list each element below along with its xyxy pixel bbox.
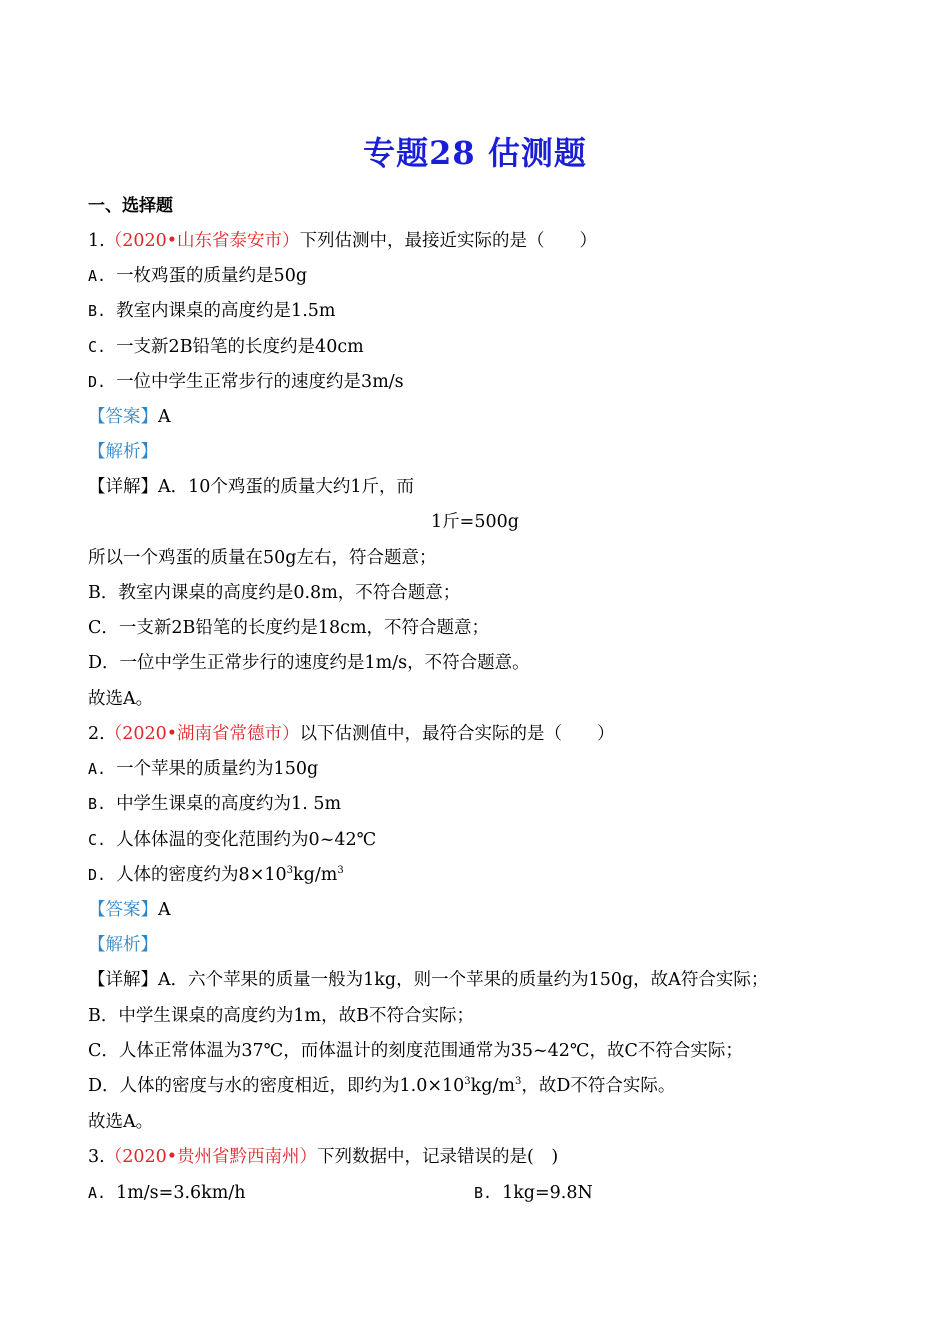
- option-letter: D.: [88, 866, 107, 884]
- detail-tag: 【详解】: [88, 970, 158, 990]
- detail-text: A．六个苹果的质量一般为1kg，则一个苹果的质量约为150g，故A符合实际；: [158, 970, 769, 990]
- superscript: 3: [286, 865, 294, 877]
- option-letter: B.: [88, 302, 107, 320]
- q1-detail-line: C．一支新2B铅笔的长度约是18cm，不符合题意；: [88, 618, 490, 638]
- option-letter: A.: [88, 760, 107, 778]
- question-source: （2020•贵州省黔西南州）: [104, 1147, 318, 1167]
- option-text: 一支新2B铅笔的长度约是40cm: [116, 337, 364, 357]
- option-letter: A.: [88, 1184, 107, 1202]
- q1-option-a: [88, 264, 307, 288]
- option-letter: B.: [88, 795, 107, 813]
- option-text: 教室内课桌的高度约是1.5m: [116, 301, 336, 321]
- question-text: 以下估测值中，最符合实际的是（ ）: [299, 724, 615, 744]
- q1-detail-line: 所以一个鸡蛋的质量在50g左右，符合题意；: [88, 548, 437, 568]
- answer-value: A: [158, 900, 171, 920]
- answer-value: A: [158, 407, 171, 427]
- question-text: 下列估测中，最接近实际的是（ ）: [299, 231, 598, 251]
- question-source: （2020•山东省泰安市）: [104, 231, 300, 251]
- question-number: 3.: [88, 1147, 105, 1167]
- superscript: 3: [337, 865, 344, 877]
- page-title: 专题28 估测题: [363, 134, 587, 172]
- q1-detail-line: D．一位中学生正常步行的速度约是1m/s，不符合题意。: [88, 653, 530, 673]
- detail-unit: kg/m: [470, 1076, 515, 1096]
- q2-option-c: [88, 828, 376, 852]
- q1-formula: 1斤=500g: [431, 512, 519, 532]
- superscript: 3: [514, 1076, 522, 1088]
- option-text: 人体体温的变化范围约为0~42℃: [116, 830, 377, 850]
- q2-conclusion: 故选A。: [88, 1112, 154, 1132]
- q2-detail-d: [88, 1074, 675, 1098]
- option-letter: A.: [88, 267, 107, 285]
- detail-text: D．人体的密度与水的密度相近，即约为1.0×10: [88, 1076, 465, 1096]
- q2-analysis-tag: 【解析】: [88, 935, 158, 955]
- option-text: 一位中学生正常步行的速度约是3m/s: [116, 372, 404, 392]
- option-text: 一个苹果的质量约为150g: [116, 759, 319, 779]
- detail-text-end: ，故D不符合实际。: [521, 1076, 676, 1096]
- q1-analysis-tag: 【解析】: [88, 442, 158, 462]
- option-letter: C.: [88, 831, 107, 849]
- q2-detail-first: [88, 968, 768, 992]
- question-3-stem: [88, 1145, 558, 1169]
- option-text: 一枚鸡蛋的质量约是50g: [116, 266, 308, 286]
- q1-option-c: [88, 335, 364, 359]
- option-text: 中学生课桌的高度约为1. 5m: [116, 794, 342, 814]
- q2-detail-line: B．中学生课桌的高度约为1m，故B不符合实际；: [88, 1006, 474, 1026]
- q2-answer: [88, 898, 171, 922]
- option-text: 1m/s=3.6km/h: [116, 1183, 246, 1203]
- question-number: 1.: [88, 231, 105, 251]
- q1-option-b: [88, 299, 336, 323]
- option-text: 1kg=9.8N: [502, 1183, 593, 1203]
- q1-detail-first: [88, 475, 414, 499]
- section-heading: 一、选择题: [88, 196, 173, 216]
- answer-tag: 【答案】: [88, 407, 158, 427]
- detail-tag: 【详解】: [88, 477, 158, 497]
- superscript: 3: [464, 1076, 471, 1088]
- detail-text: A．10个鸡蛋的质量大约1斤，而: [158, 477, 415, 497]
- q3-option-a: [88, 1181, 246, 1205]
- q1-conclusion: 故选A。: [88, 689, 154, 709]
- q2-option-d: [88, 863, 344, 887]
- question-text: 下列数据中，记录错误的是( ): [317, 1147, 559, 1167]
- q1-answer: [88, 405, 171, 429]
- question-number: 2.: [88, 724, 105, 744]
- option-letter: C.: [88, 338, 107, 356]
- q1-option-d: [88, 370, 404, 394]
- q2-option-a: [88, 757, 318, 781]
- q1-detail-line: B．教室内课桌的高度约是0.8m，不符合题意；: [88, 583, 461, 603]
- q3-option-b: [474, 1181, 593, 1205]
- option-text-unit: kg/m: [293, 865, 338, 885]
- option-letter: B.: [474, 1184, 493, 1202]
- answer-tag: 【答案】: [88, 900, 158, 920]
- q2-option-b: [88, 792, 341, 816]
- question-2-stem: [88, 722, 615, 746]
- option-letter: D.: [88, 373, 107, 391]
- option-text: 人体的密度约为8×10: [116, 865, 287, 885]
- question-1-stem: [88, 229, 597, 253]
- q2-detail-line: C．人体正常体温为37℃，而体温计的刻度范围通常为35~42℃，故C不符合实际；: [88, 1041, 743, 1061]
- question-source: （2020•湖南省常德市）: [104, 724, 300, 744]
